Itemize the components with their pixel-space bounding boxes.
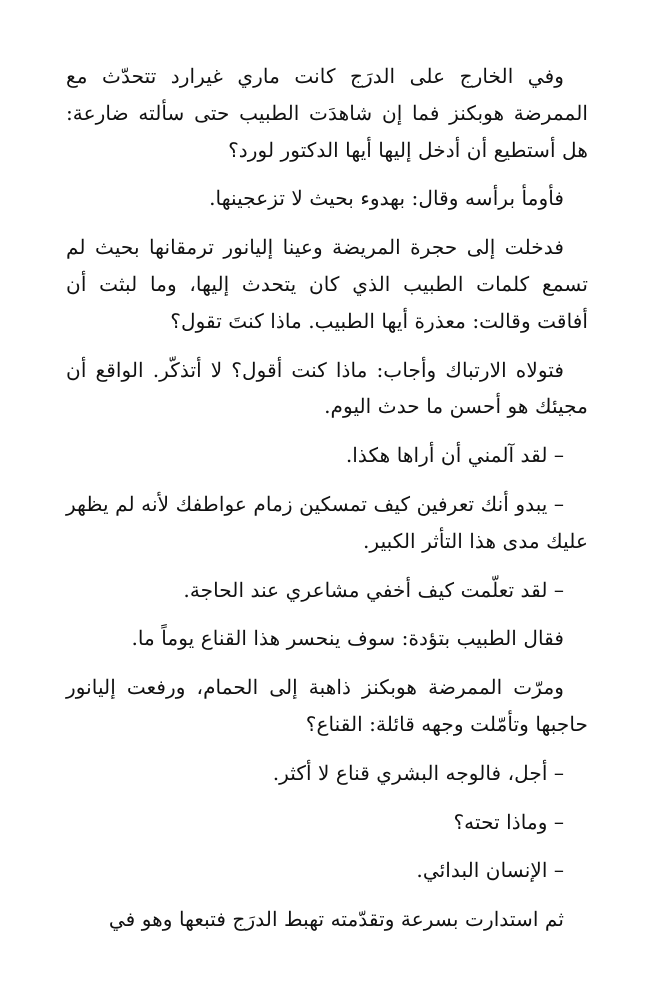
paragraph-5: فقال الطبيب بتؤدة: سوف ينحسر هذا القناع يوماً ما.	[131, 626, 564, 651]
dialogue-line-3: – لقد تعلّمت كيف أخفي مشاعري عند الحاجة.	[183, 577, 564, 602]
paragraph-1: وفي الخارج على الدرَج كانت ماري غيرارد تتحدّث مع الممرضة هوبكنز فما إن شاهدَت الطبيب حتى سألته ضارعة: هل أستطيع أن أدخل إليها أيها الدكتور لورد؟	[66, 64, 588, 162]
paragraph-6: ومرّت الممرضة هوبكنز ذاهبة إلى الحمام، ورفعت إليانور حاجبها وتأمّلت وجهه قائلة: القناع؟	[66, 675, 588, 736]
dialogue-line-1: – لقد آلمني أن أراها هكذا.	[345, 443, 564, 468]
dialogue-line-6: – الإنسان البدائي.	[416, 858, 564, 883]
dialogue-line-2: – يبدو أنك تعرفين كيف تمسكين زمام عواطفك لأنه لم يظهر عليك مدى هذا التأثر الكبير.	[66, 491, 588, 553]
dialogue-line-4: – أجل، فالوجه البشري قناع لا أكثر.	[272, 760, 564, 785]
book-page	[66, 58, 588, 950]
paragraph-7: ثم استدارت بسرعة وتقدّمته تهبط الدرَج فتبعها وهو في	[108, 907, 564, 932]
paragraph-2: فأومأ برأسه وقال: بهدوء بحيث لا تزعجينها.	[209, 186, 564, 211]
paragraph-4: فتولاه الارتباك وأجاب: ماذا كنت أقول؟ لا أتذكّر. الواقع أن مجيئك هو أحسن ما حدث اليوم.	[66, 357, 588, 419]
dialogue-line-5: – وماذا تحته؟	[453, 809, 564, 834]
paragraph-3: فدخلت إلى حجرة المريضة وعينا إليانور ترمقانها بحيث لم تسمع كلمات الطبيب الذي كان يتحدث إليها، وما لبثت أن أفاقت وقالت: معذرة أيها الطبيب. ماذا كنتَ تقول؟	[66, 235, 588, 333]
